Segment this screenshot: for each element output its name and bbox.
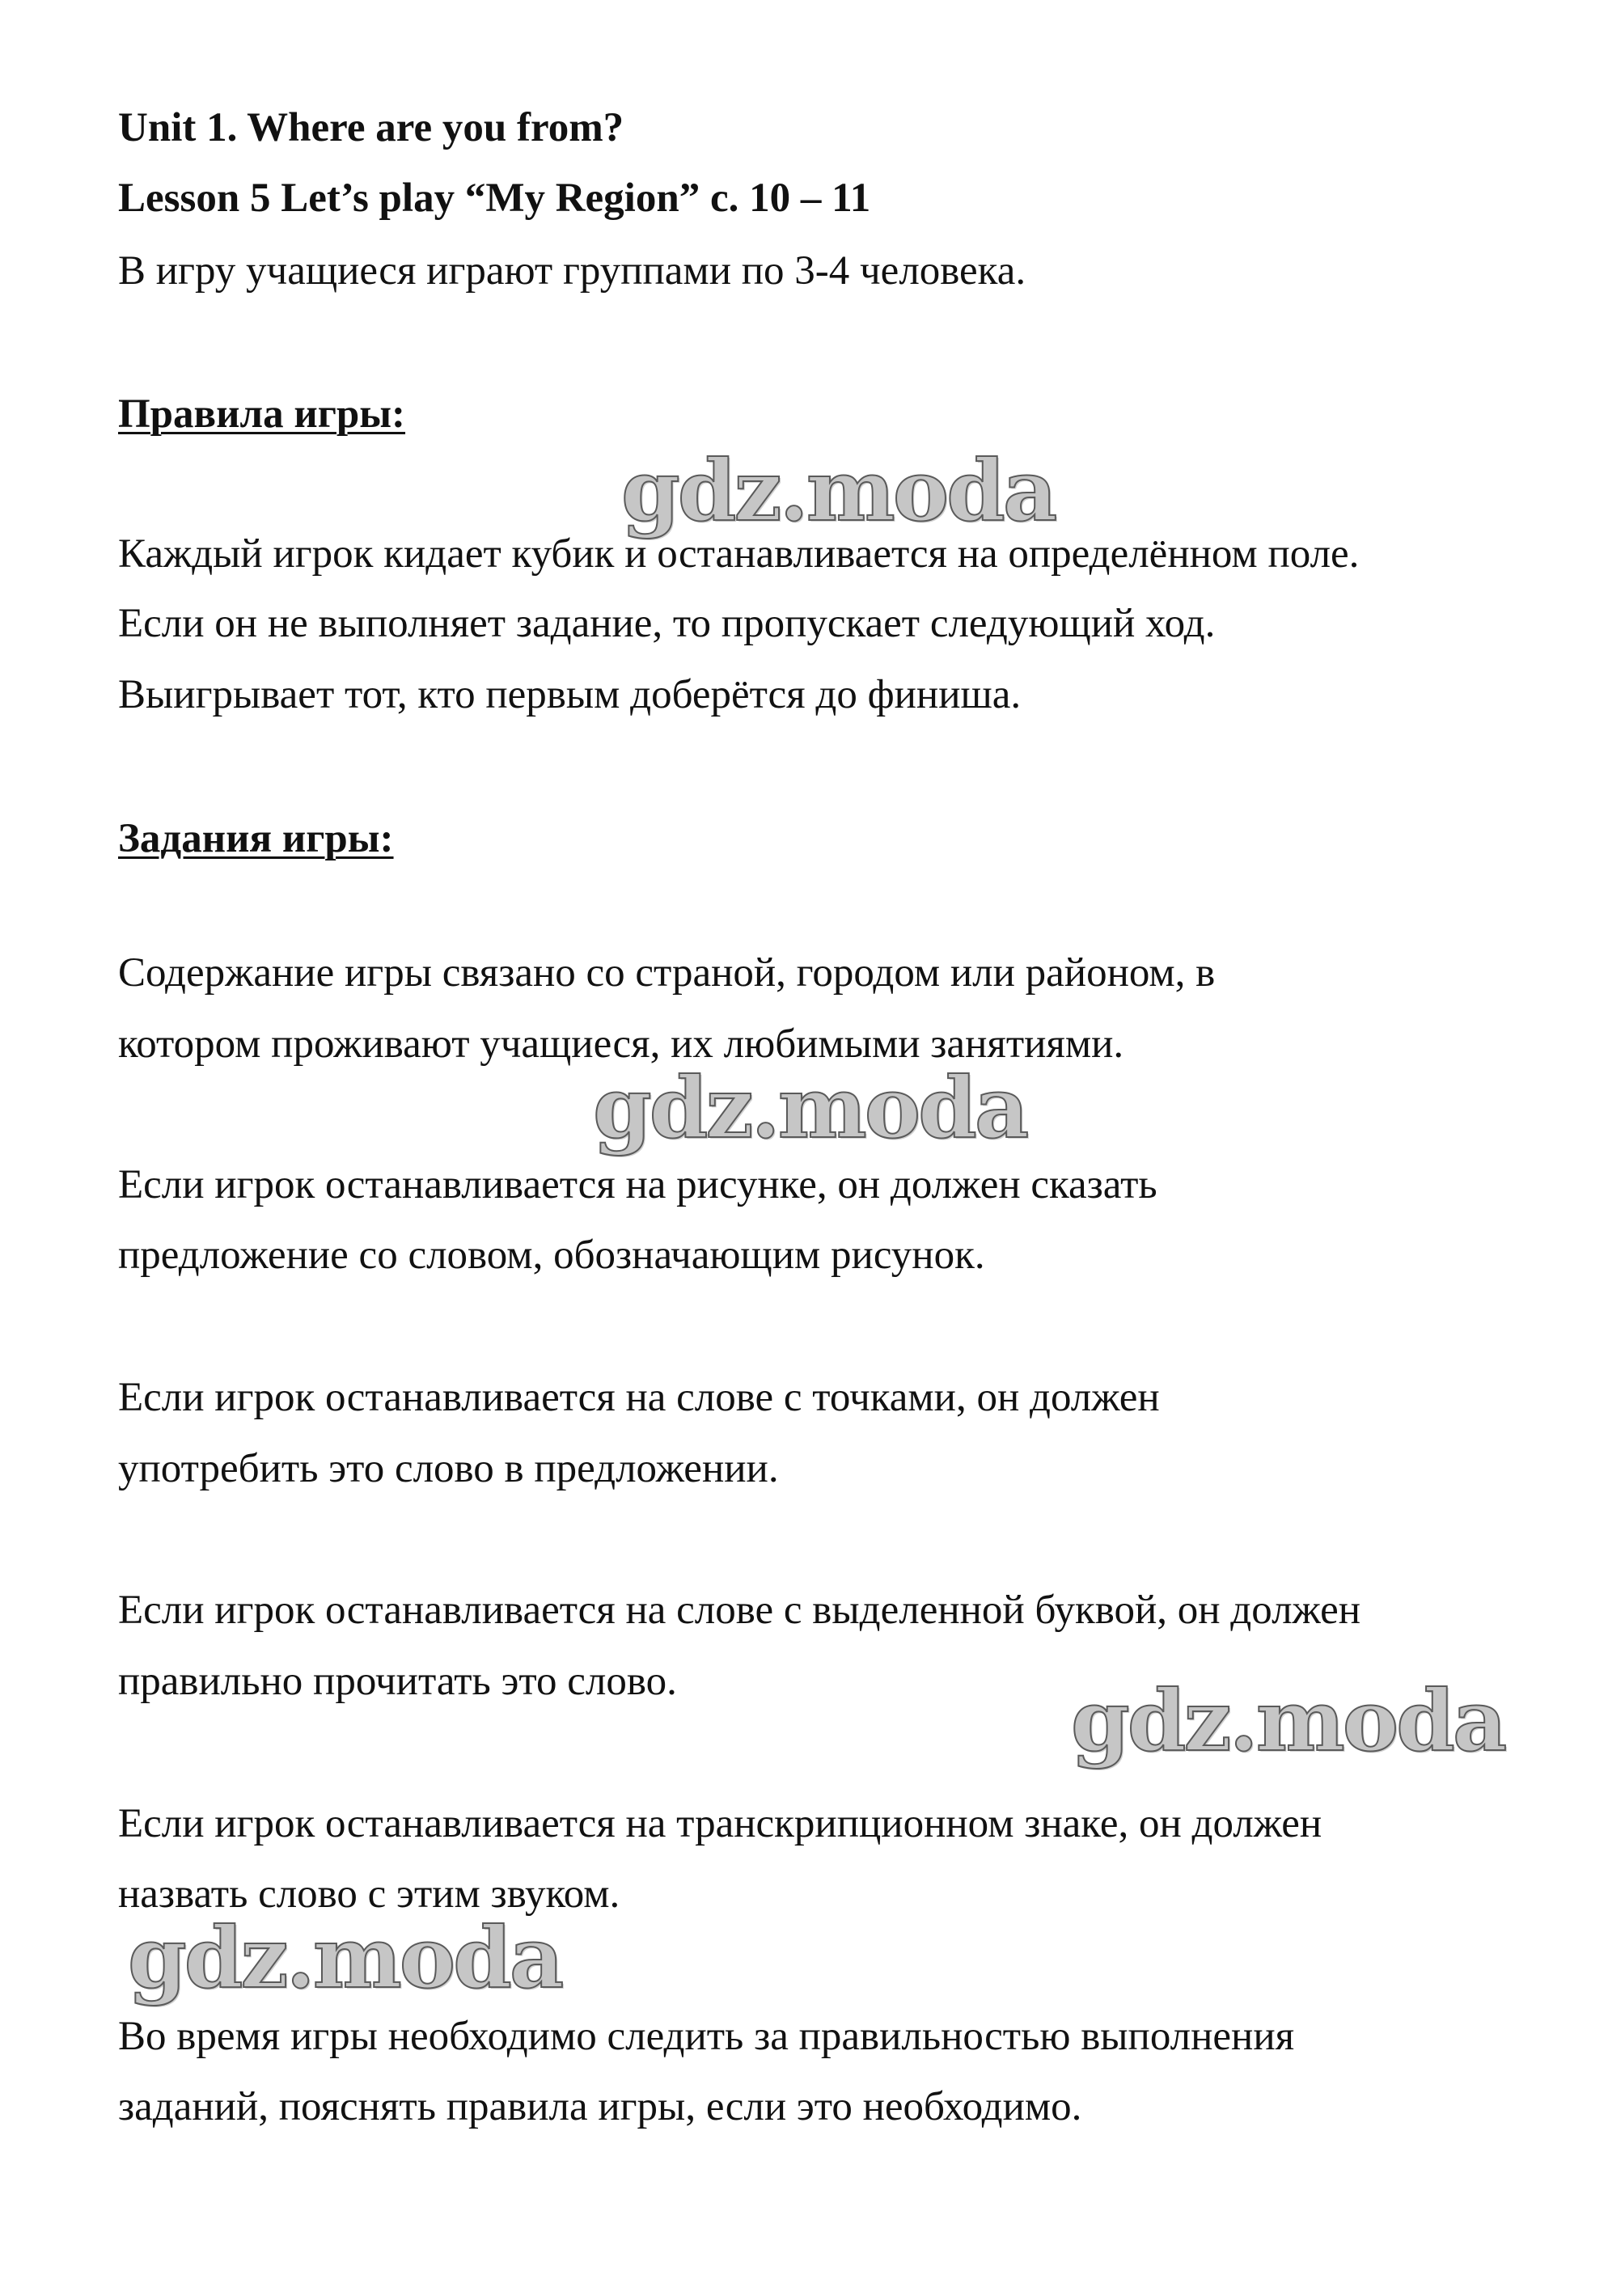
task-paragraph-line: Во время игры необходимо следить за правильностью выполнения [118,2014,1295,2059]
task-paragraph-line: употребить это слово в предложении. [118,1446,779,1491]
watermark: gdz.moda [1071,1671,1505,1770]
rules-heading: Правила игры: [118,391,406,437]
rules-line: Если он не выполняет задание, то пропускает следующий ход. [118,601,1216,646]
rules-line: Каждый игрок кидает кубик и останавливается на определённом поле. [118,531,1360,577]
task-paragraph-line: Если игрок останавливается на рисунке, он должен сказать [118,1162,1157,1207]
task-paragraph-line: предложение со словом, обозначающим рисунок. [118,1233,985,1278]
task-paragraph-line: Если игрок останавливается на слове с выделенной буквой, он должен [118,1588,1361,1633]
watermark: gdz.moda [593,1058,1027,1157]
intro-text: В игру учащиеся играют группами по 3-4 человека. [118,248,1026,294]
watermark: gdz.moda [128,1908,562,2007]
task-paragraph-line: назвать слово с этим звуком. [118,1871,620,1917]
lesson-title: Lesson 5 Let’s play “My Region” с. 10 – 11 [118,175,871,221]
task-paragraph-line: котором проживают учащиеся, их любимыми занятиями. [118,1021,1124,1067]
task-paragraph-line: правильно прочитать это слово. [118,1659,677,1704]
task-paragraph-line: заданий, пояснять правила игры, если это необходимо. [118,2084,1082,2129]
rules-line: Выигрывает тот, кто первым доберётся до финиша. [118,672,1022,717]
watermark: gdz.moda [621,441,1056,540]
tasks-heading: Задания игры: [118,816,394,861]
task-paragraph-line: Если игрок останавливается на слове с точками, он должен [118,1375,1160,1420]
unit-title: Unit 1. Where are you from? [118,105,624,150]
task-paragraph-line: Содержание игры связано со страной, городом или районом, в [118,950,1216,996]
task-paragraph-line: Если игрок останавливается на транскрипционном знаке, он должен [118,1801,1322,1846]
